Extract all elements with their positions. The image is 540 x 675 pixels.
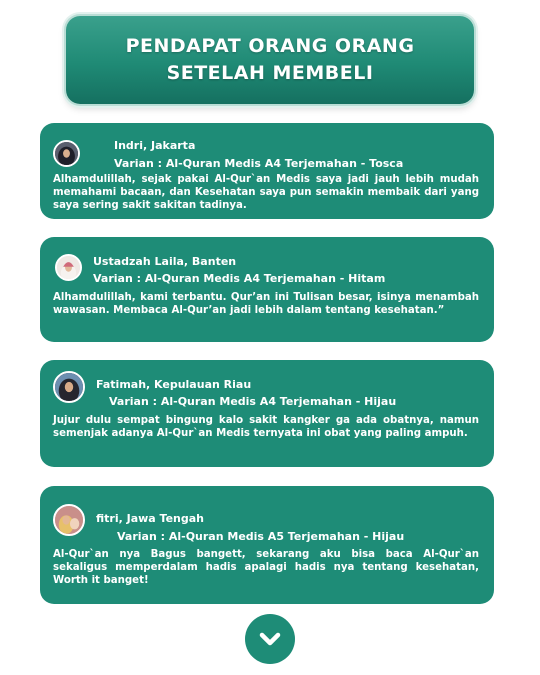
testimonial-card <box>40 237 494 342</box>
review-text: Jujur dulu sempat bingung kalo sakit kangker ga ada obatnya, namun semenjak adanya Al-Qur`an Medis ternyata ini obat yang paling ampuh. <box>53 415 479 439</box>
review-text: Alhamdulillah, sejak pakai Al-Qur`an Medis saya jadi jauh lebih mudah memahami bacaan, dan Kesehatan saya pun semakin membaik dari yang saya sering sakit sakitan tadinya. <box>53 174 479 211</box>
review-text: Alhamdulillah, kami terbantu. Qur’an ini Tulisan besar, isinya menambah wawasan. Membaca Al-Qur’an jadi lebih dalam tentang kesehatan.” <box>53 292 479 316</box>
avatar <box>53 504 85 536</box>
product-variant: Varian : Al-Quran Medis A4 Terjemahan - Hijau <box>109 395 397 408</box>
chevron-down-icon <box>256 625 284 653</box>
reviewer-name: Ustadzah Laila, Banten <box>93 255 237 268</box>
product-variant: Varian : Al-Quran Medis A5 Terjemahan - Hijau <box>117 530 405 543</box>
product-variant: Varian : Al-Quran Medis A4 Terjemahan - Hitam <box>93 272 386 285</box>
product-variant: Varian : Al-Quran Medis A4 Terjemahan - Tosca <box>114 157 404 170</box>
avatar <box>53 371 85 403</box>
avatar <box>55 254 82 281</box>
testimonial-card <box>40 486 494 604</box>
reviewer-name: Indri, Jakarta <box>114 139 196 152</box>
page-title-line-1: PENDAPAT ORANG ORANG <box>125 35 415 57</box>
review-text: Al-Qur`an nya Bagus bangett, sekarang aku bisa baca Al-Qur`an sekaligus memperdalam hadis apalagi hadis nya tentang kesehatan, Worth it banget! <box>53 549 479 586</box>
reviewer-name: fitri, Jawa Tengah <box>96 512 205 525</box>
page-title-banner <box>66 16 474 104</box>
testimonial-card <box>40 123 494 219</box>
reviewer-name: Fatimah, Kepulauan Riau <box>96 378 252 391</box>
scroll-down-button[interactable] <box>245 614 295 664</box>
testimonial-card <box>40 360 494 467</box>
avatar <box>53 140 80 167</box>
page-title-line-2: SETELAH MEMBELI <box>166 62 374 84</box>
